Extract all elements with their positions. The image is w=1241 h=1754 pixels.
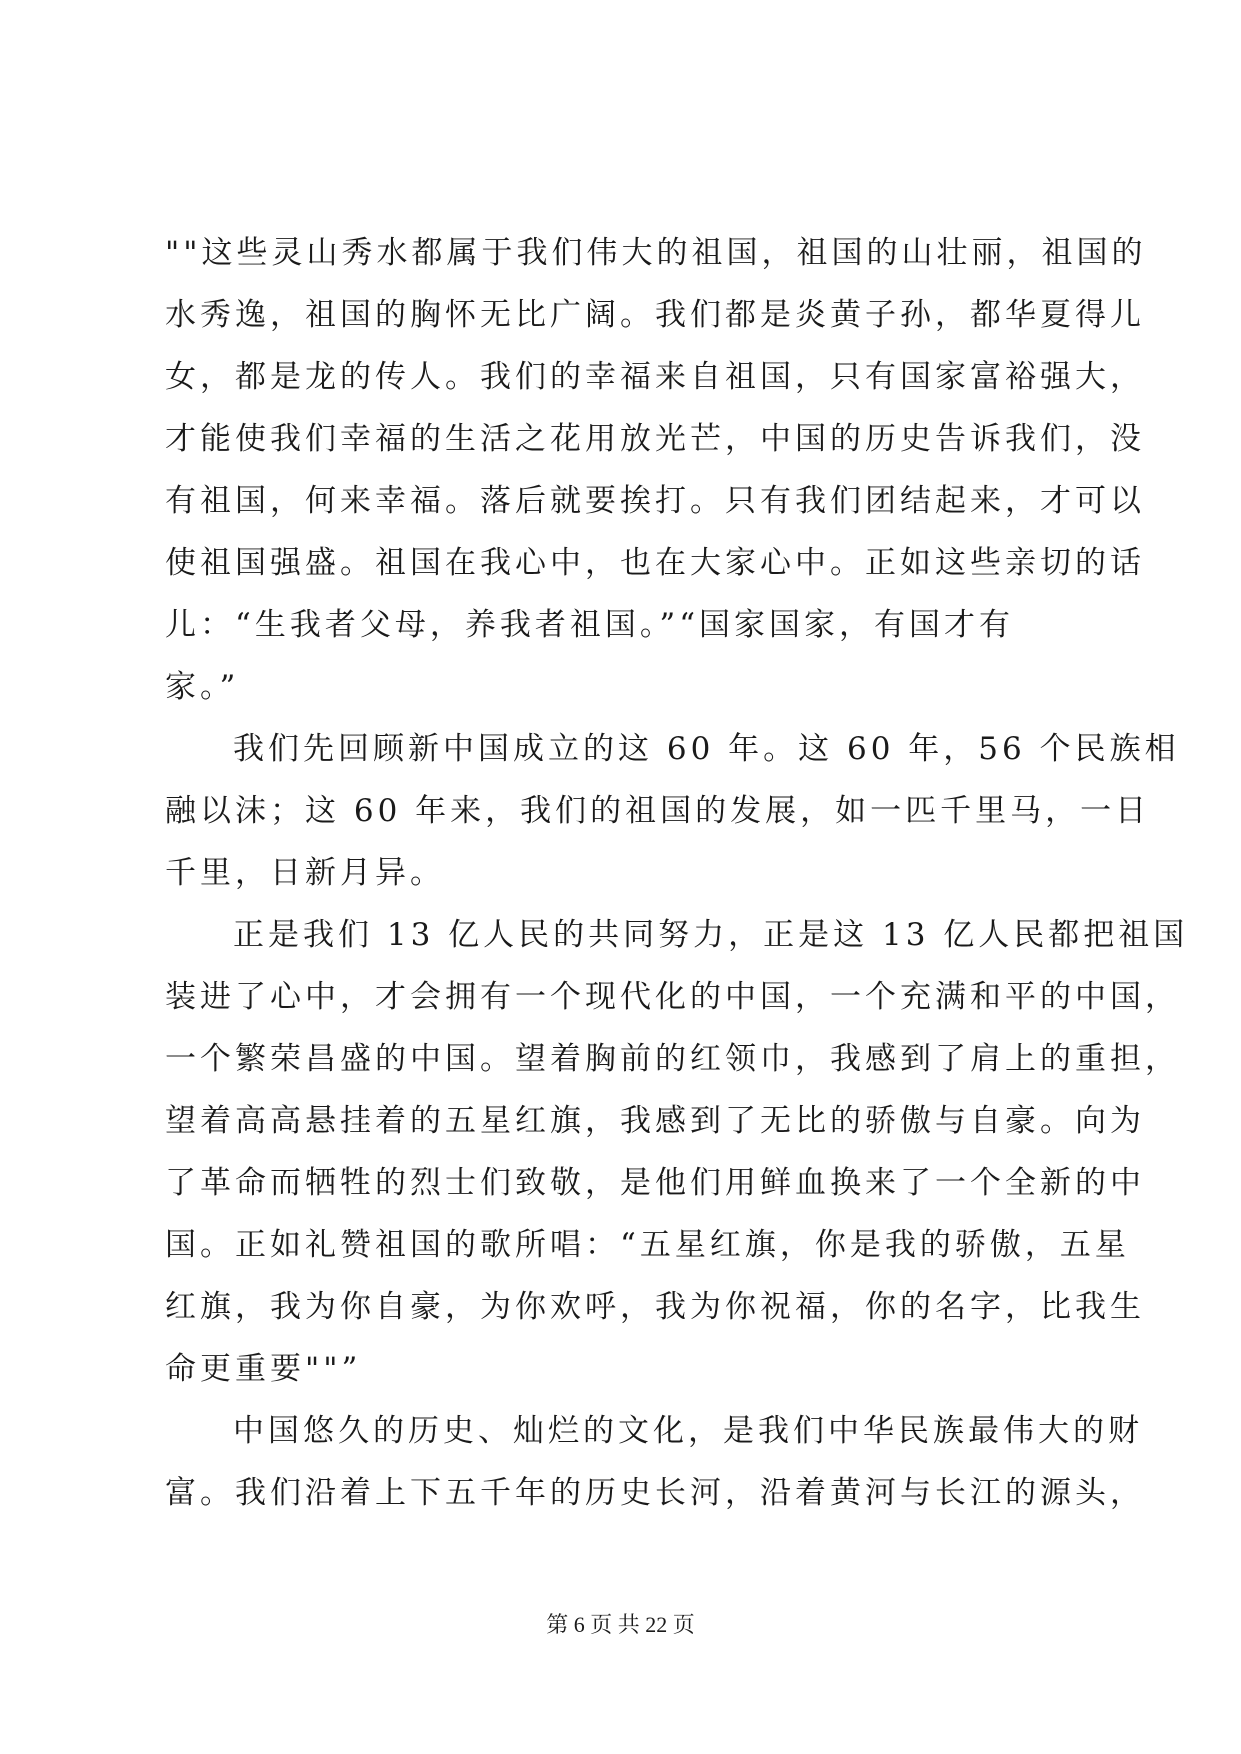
text-line: 融以沫；这 60 年来，我们的祖国的发展，如一匹千里马，一日 — [165, 793, 1151, 829]
text-line: 一个繁荣昌盛的中国。望着胸前的红领巾，我感到了肩上的重担， — [165, 1041, 1180, 1077]
text-line: 了革命而牺牲的烈士们致敬，是他们用鲜血换来了一个全新的中 — [165, 1165, 1145, 1201]
text-line: ""这些灵山秀水都属于我们伟大的祖国，祖国的山壮丽，祖国的 — [165, 235, 1147, 271]
text-line: 家。” — [165, 669, 240, 705]
text-line: 中国悠久的历史、灿烂的文化，是我们中华民族最伟大的财 — [233, 1413, 1143, 1449]
text-line: 装进了心中，才会拥有一个现代化的中国，一个充满和平的中国， — [165, 979, 1180, 1015]
text-line: 女，都是龙的传人。我们的幸福来自祖国，只有国家富裕强大， — [165, 359, 1145, 395]
text-line: 国。正如礼赞祖国的歌所唱：“五星红旗，你是我的骄傲，五星 — [165, 1227, 1130, 1263]
text-line: 有祖国，何来幸福。落后就要挨打。只有我们团结起来，才可以 — [165, 483, 1145, 519]
text-line: 命更重要""” — [165, 1351, 362, 1387]
body-text — [165, 222, 1189, 1524]
text-line: 使祖国强盛。祖国在我心中，也在大家心中。正如这些亲切的话 — [165, 545, 1145, 581]
text-line: 水秀逸，祖国的胸怀无比广阔。我们都是炎黄子孙，都华夏得儿 — [165, 297, 1145, 333]
text-line: 儿：“生我者父母，养我者祖国。”“国家国家，有国才有 — [165, 607, 1015, 643]
text-line: 正是我们 13 亿人民的共同努力，正是这 13 亿人民都把祖国 — [233, 917, 1189, 953]
text-line: 才能使我们幸福的生活之花用放光芒，中国的历史告诉我们，没 — [165, 421, 1145, 457]
text-line: 富。我们沿着上下五千年的历史长河，沿着黄河与长江的源头， — [165, 1475, 1145, 1511]
text-line: 红旗，我为你自豪，为你欢呼，我为你祝福，你的名字，比我生 — [165, 1289, 1145, 1325]
page-footer: 第 6 页 共 22 页 — [546, 1612, 695, 1637]
text-line: 我们先回顾新中国成立的这 60 年。这 60 年，56 个民族相 — [233, 731, 1180, 767]
text-line: 千里，日新月异。 — [165, 855, 445, 891]
text-line: 望着高高悬挂着的五星红旗，我感到了无比的骄傲与自豪。向为 — [165, 1103, 1145, 1139]
